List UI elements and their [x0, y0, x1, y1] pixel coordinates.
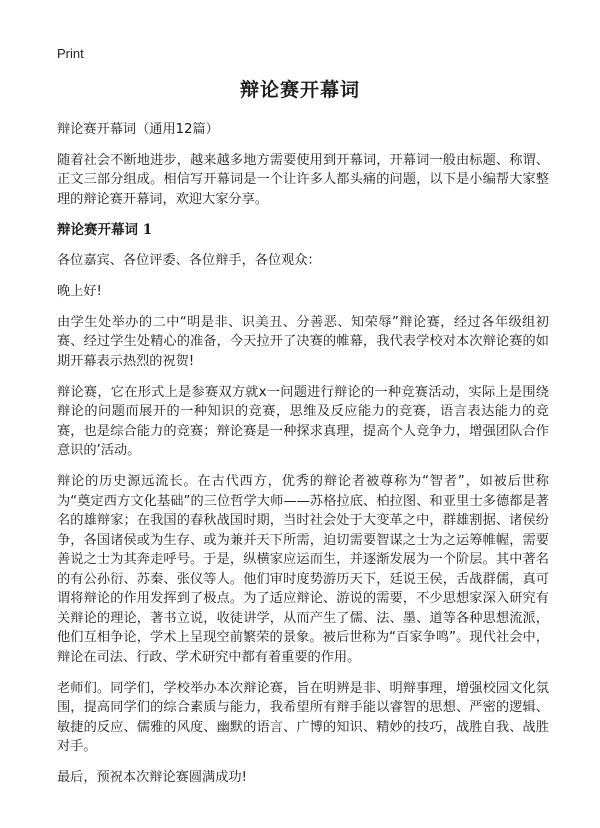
document-body: [57, 120, 549, 799]
section-heading: 辩论赛开幕词 1: [57, 221, 153, 238]
greeting-paragraph: 各位嘉宾、各位评委、各位辩手，各位观众：: [57, 252, 321, 268]
document-title: 辩论赛开幕词: [239, 79, 360, 101]
body-paragraph-history: 辩论的历史源远流长。在古代西方，优秀的辩论者被尊称为“智者”，如被后世称为“奠定西方文化基础”的三位哲学大师——苏格拉底、柏拉图、和亚里士多德都是著名的雄辩家；在我国的春秋战国时期，当时社会处于大变革之中，群雄割据、诸侯纷争，各国诸侯或为生存、或为兼并天下所需，迫切需要智谋之士为之运筹帷幄，需要善说之士为其奔走呼号。于是，纵横家应运而生，并逐渐发展为一个阶层。其中著名的有公孙衍、苏秦、张仪等人。他们审时度势游历天下，廷说王侯，舌战群儒，真可谓将辩论的作用发挥到了极点。为了适应辩论、游说的需要，不少思想家深入研究有关辩论的理论，著书立说，收徒讲学，从而产生了儒、法、墨、道等各种思想流派，他们互相争论，学术上呈现空前繁荣的景象。被后世称为“百家争鸣”。现代社会中，辩论在司法、行政、学术研究中都有着重要的作用。: [57, 474, 549, 665]
body-paragraph-purpose: 老师们。同学们，学校举办本次辩论赛，旨在明辨是非、明辩事理，增强校园文化氛围，提高同学们的综合素质与能力，我希望所有辩手能以睿智的思想、严密的逻辑、敏捷的反应、儒雅的风度、幽默的语言、广博的知识、精妙的技巧，战胜自我、战胜对手。: [57, 680, 549, 754]
body-paragraph-opening: 由学生处举办的二中“明是非、识美丑、分善恶、知荣辱”辩论赛，经过各年级组初赛、经过学生处精心的准备，今天拉开了决赛的帷幕，我代表学校对本次辩论赛的如期开幕表示热烈的祝贺!: [57, 314, 549, 369]
closing-paragraph: 最后，预祝本次辩论赛圆满成功!: [57, 770, 247, 785]
evening-greeting: 晚上好!: [57, 283, 102, 299]
print-link[interactable]: Print: [57, 46, 84, 61]
intro-paragraph: 随着社会不断地进步，越来越多地方需要使用到开幕词，开幕词一般由标题、称谓、正文三部分组成。相信写开幕词是一个让许多人都头痛的问题，以下是小编帮大家整理的辩论赛开幕词，欢迎大家分享。: [57, 152, 549, 207]
document-subtitle: 辩论赛开幕词（通用12篇）: [57, 122, 219, 137]
body-paragraph-definition: 辩论赛，它在形式上是参赛双方就x一问题进行辩论的一种竞赛活动，实际上是围绕辩论的问题而展开的一种知识的竞赛，思维及反应能力的竞赛，语言表达能力的竞赛，也是综合能力的竞赛；辩论赛是一种探求真理，提高个人竞争力，增强团队合作意识的’活动。: [57, 384, 549, 458]
